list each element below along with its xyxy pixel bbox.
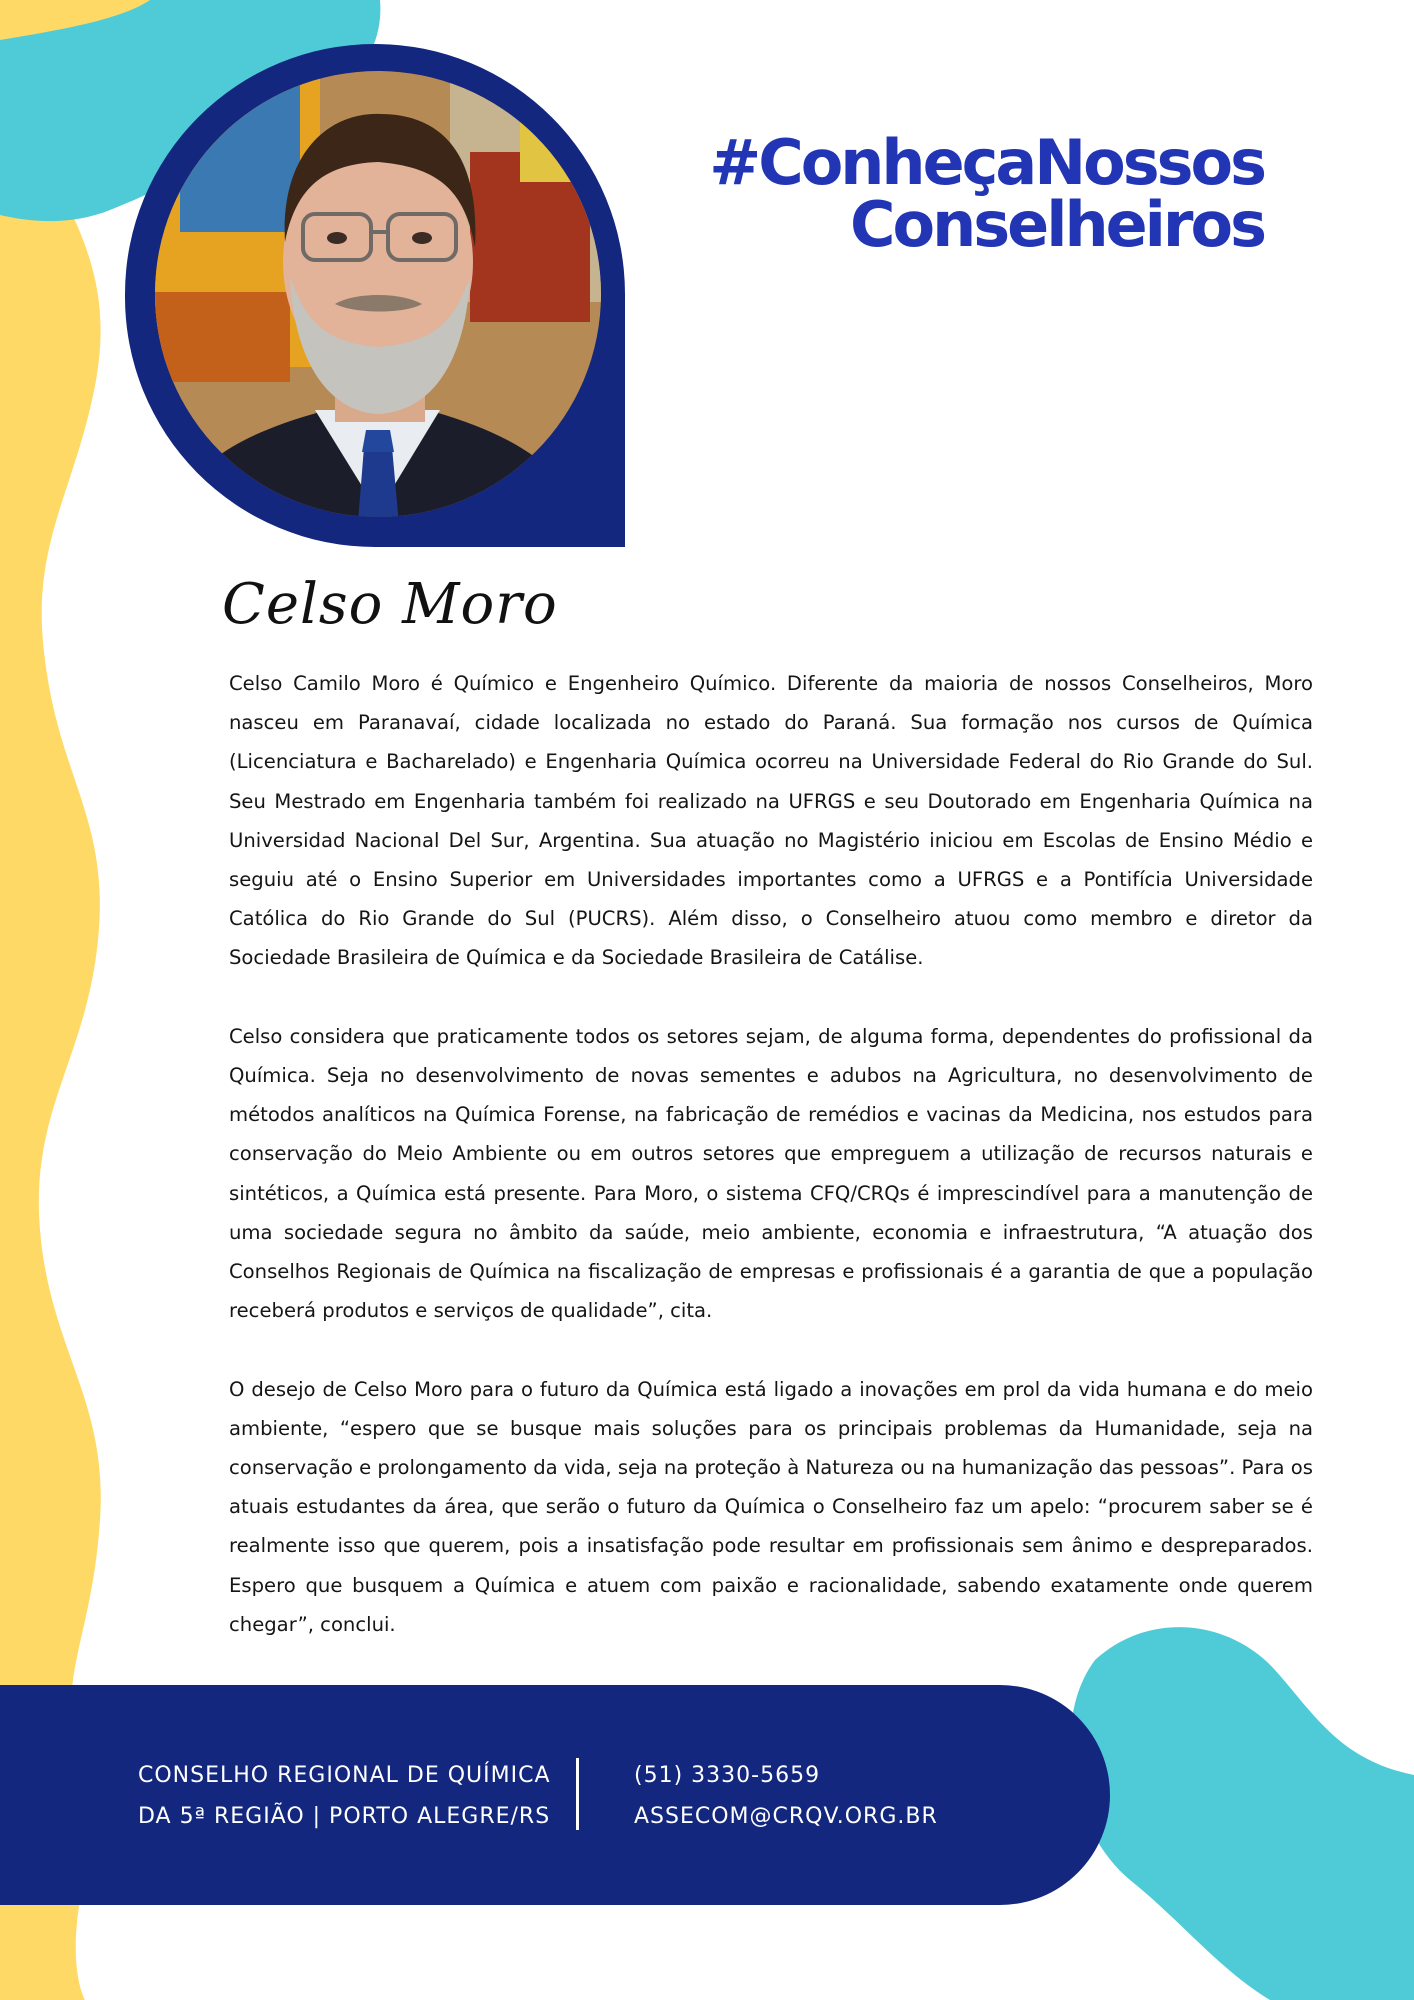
org-line-2: DA 5ª REGIÃO | PORTO ALEGRE/RS bbox=[138, 1804, 551, 1829]
title-line-2: Conselheiros bbox=[850, 188, 1264, 261]
paragraph: Celso Camilo Moro é Químico e Engenheiro Químico. Diferente da maioria de nossos Conselheiros, Moro nasceu em Paranavaí, cidade localizada no estado do Paraná. Sua formação nos cursos de Química (Licenciatura e Bacharelado) e Engenharia Química ocorreu na Universidade Federal do Rio Grande do Sul. Seu Mestrado em Engenharia também foi realizado na UFRGS e seu Doutorado em Engenharia Química na Universidad Nacional Del Sur, Argentina. Sua atuação no Magistério iniciou em Escolas de Ensino Médio e seguiu até o Ensino Superior em Universidades importantes como a UFRGS e a Pontifícia Universidade Católica do Rio Grande do Sul (PUCRS). Além disso, o Conselheiro atuou como membro e diretor da Sociedade Brasileira de Química e da Sociedade Brasileira de Catálise. bbox=[229, 672, 1313, 970]
phone-number[interactable]: (51) 3330-5659 bbox=[634, 1763, 821, 1788]
org-line-1: CONSELHO REGIONAL DE QUÍMICA bbox=[138, 1763, 551, 1788]
organization-name bbox=[138, 1755, 551, 1837]
footer-divider bbox=[576, 1758, 579, 1830]
page-title bbox=[709, 126, 1264, 261]
email-address[interactable]: ASSECOM@CRQV.ORG.BR bbox=[634, 1804, 938, 1829]
portrait-photo bbox=[120, 42, 630, 547]
title-line-1: #ConheçaNossos bbox=[709, 126, 1264, 199]
person-name: Celso Moro bbox=[222, 572, 558, 637]
paragraph: O desejo de Celso Moro para o futuro da Química está ligado a inovações em prol da vida humana e do meio ambiente, “espero que se busque mais soluções para os principais problemas da Humanidade, seja na conservação e prolongamento da vida, seja na proteção à Natureza ou na humanização das pessoas”. Para os atuais estudantes da área, que serão o futuro da Química o Conselheiro faz um apelo: “procurem saber se é realmente isso que querem, pois a insatisfação pode resultar em profissionais sem ânimo e despreparados. Espero que busquem a Química e atuem com paixão e racionalidade, sabendo exatamente onde querem chegar”, conclui. bbox=[229, 1377, 1313, 1636]
biography bbox=[229, 664, 1313, 1683]
contact-info bbox=[634, 1755, 938, 1837]
paragraph: Celso considera que praticamente todos os setores sejam, de alguma forma, dependentes do profissional da Química. Seja no desenvolvimento de novas sementes e adubos na Agricultura, no desenvolvimento de métodos analíticos na Química Forense, na fabricação de remédios e vacinas da Medicina, nos estudos para conservação do Meio Ambiente ou em outros setores que empreguem a utilização de recursos naturais e sintéticos, a Química está presente. Para Moro, o sistema CFQ/CRQs é imprescindível para a manutenção de uma sociedade segura no âmbito da saúde, meio ambiente, economia e infraestrutura, “A atuação dos Conselhos Regionais de Química na fiscalização de empresas e profissionais é a garantia de que a população receberá produtos e serviços de qualidade”, cita. bbox=[229, 1024, 1313, 1323]
